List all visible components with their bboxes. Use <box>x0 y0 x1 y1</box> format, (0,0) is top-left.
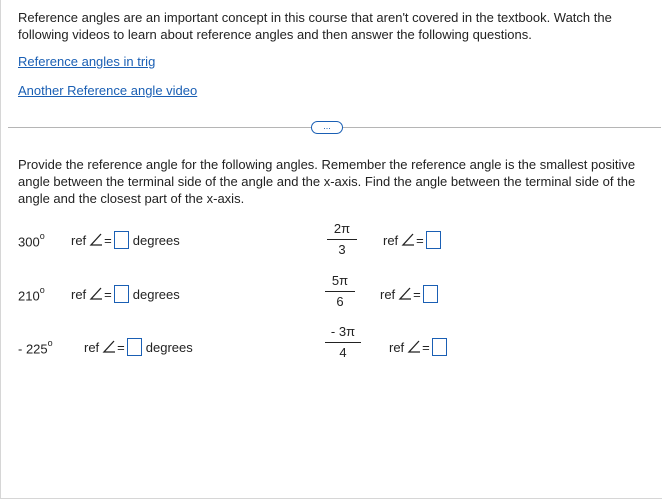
numerator: - 3π <box>330 324 356 339</box>
degree-mark: o <box>39 285 45 295</box>
fraction-bar <box>325 342 361 343</box>
denominator: 6 <box>336 294 344 309</box>
denominator: 3 <box>338 242 346 257</box>
angle-icon <box>398 287 412 301</box>
angle-5pi-over-6 <box>325 273 355 310</box>
question-prompt <box>18 156 648 207</box>
expand-more-button[interactable]: ... <box>311 121 343 134</box>
ref-label: ref <box>380 286 396 302</box>
ref-angle-row-2 <box>71 285 180 303</box>
prompt-line: angle and the closest part of the x-axis. <box>18 191 245 206</box>
ref-label: ref <box>71 286 87 302</box>
answer-input-300[interactable] <box>114 231 129 249</box>
angle-300-degrees <box>18 233 45 249</box>
angle-210-degrees <box>18 287 45 303</box>
ref-label: ref <box>389 339 405 355</box>
prompt-line: angle between the terminal side of the angle and the x-axis. Find the angle between the terminal side of the <box>18 174 636 189</box>
answer-input-neg-225[interactable] <box>127 338 142 356</box>
degree-mark: o <box>47 338 53 348</box>
another-reference-angle-video-link[interactable]: Another Reference angle video <box>18 83 198 98</box>
answer-input-neg-3pi-4[interactable] <box>432 338 447 356</box>
numerator: 2π <box>333 221 351 236</box>
intro-text <box>18 9 648 43</box>
intro-line: following videos to learn about reference angles and then answer the following questions. <box>18 27 532 42</box>
ref-angle-row-4 <box>383 231 441 249</box>
equals-sign: = <box>117 339 125 355</box>
angle-value: 300 <box>18 234 40 250</box>
angle-2pi-over-3 <box>327 221 357 258</box>
equals-sign: = <box>422 339 430 355</box>
angle-icon <box>89 287 103 301</box>
angle-icon <box>407 340 421 354</box>
ref-label: ref <box>84 339 100 355</box>
angle-value: 210 <box>18 288 40 304</box>
answer-input-2pi-3[interactable] <box>426 231 441 249</box>
ref-label: ref <box>383 232 399 248</box>
angle-neg-3pi-over-4 <box>325 324 361 361</box>
fraction-bar <box>325 291 355 292</box>
angle-icon <box>102 340 116 354</box>
angle-icon <box>401 233 415 247</box>
answer-input-210[interactable] <box>114 285 129 303</box>
equals-sign: = <box>104 286 112 302</box>
ref-label: ref <box>71 232 87 248</box>
angle-icon <box>89 233 103 247</box>
ref-angle-row-6 <box>389 338 447 356</box>
equals-sign: = <box>104 232 112 248</box>
numerator: 5π <box>331 273 349 288</box>
ref-angle-row-3 <box>84 338 193 356</box>
reference-angles-video-link[interactable]: Reference angles in trig <box>18 54 156 69</box>
ref-angle-row-1 <box>71 231 180 249</box>
unit-label: degrees <box>132 286 180 302</box>
unit-label: degrees <box>132 232 180 248</box>
angle-neg-225-degrees <box>18 340 53 356</box>
equals-sign: = <box>416 232 424 248</box>
unit-label: degrees <box>145 339 193 355</box>
equals-sign: = <box>413 286 421 302</box>
ref-angle-row-5 <box>380 285 438 303</box>
prompt-line: Provide the reference angle for the following angles. Remember the reference angle is the smallest positive <box>18 157 636 172</box>
intro-line: Reference angles are an important concept in this course that aren't covered in the textbook. Watch the <box>18 10 612 25</box>
fraction-bar <box>327 239 357 240</box>
answer-input-5pi-6[interactable] <box>423 285 438 303</box>
degree-mark: o <box>39 231 45 241</box>
denominator: 4 <box>339 345 347 360</box>
angle-value: - 225 <box>18 341 48 357</box>
